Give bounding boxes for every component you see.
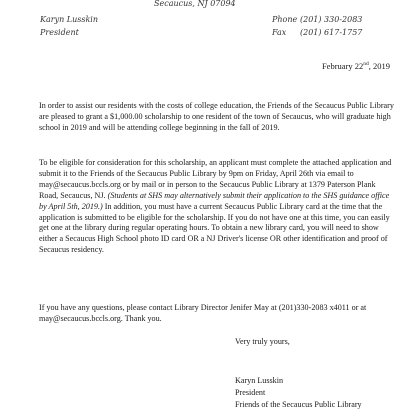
letterhead-signer-title: President [40, 28, 79, 37]
paragraph-2-text [39, 158, 394, 256]
signature-organization: Friends of the Secaucus Public Library [235, 400, 362, 409]
signature-title: President [235, 388, 266, 397]
signature-block [235, 375, 362, 411]
letterhead-fax-row [272, 26, 362, 39]
letterhead-left [40, 13, 98, 39]
fax-label: Fax [272, 28, 287, 37]
date-year: , 2019 [368, 61, 390, 71]
date-month-day: February 22 [321, 61, 364, 71]
phone-label: Phone [272, 15, 298, 24]
fax-number: (201) 617-1757 [300, 28, 363, 37]
letterhead-signer-name: Karyn Lusskin [40, 15, 99, 24]
paragraph-2-part-1: To be eligible for consideration for this scholarship, an applicant must complete the attached application and submit it to the Friends of the Secaucus Public Library by 9pm on Friday, April 26th via email to may@secaucus.bccls.org or by mail or in person to the Secaucus Public Library at 1379 Paterson Plank Road, Secaucus, NJ. [39, 158, 392, 200]
letter-closing: Very truly yours, [235, 337, 290, 346]
letter-paragraph-3 [39, 303, 394, 325]
paragraph-3-text: If you have any questions, please contact Library Director Jenifer May at (201)330-2083 x4011 or at may@secaucus.bccls.org. Thank you. [39, 303, 367, 323]
letterhead-contact [272, 13, 362, 39]
paragraph-2-italic-note: (Students at SHS may alternatively submit their application to the SHS guidance office by April 5th, 2019.) [39, 190, 390, 211]
letter-date [322, 61, 390, 71]
date-suffix: nd [363, 61, 369, 68]
paragraph-2-part-2: In addition, you must have a current Secaucus Public Library card at the time that the application is submitted to be eligible for the scholarship. If you do not have one at this time, you can easily get one at the library during regular operating hours. To obtain a new library card, you will need to show either a Secaucus High School photo ID card OR a NJ Driver's license OR other identification and proof of Secaucus residency. [39, 201, 390, 255]
paragraph-1-text: In order to assist our residents with the costs of college education, the Friends of the Secaucus Public Library are pleased to grant a $1,000.00 scholarship to one resident of the town of Secaucus, who will graduate high school in 2019 and will be attending college beginning in the fall of 2019. [39, 101, 394, 132]
letterhead-address [0, 0, 420, 10]
letterhead-phone-row [272, 13, 362, 26]
phone-number: (201) 330-2083 [300, 15, 363, 24]
letter-paragraph-1 [39, 101, 394, 134]
letterhead-address-text: Secaucus, NJ 07094 [154, 0, 236, 8]
signature-name: Karyn Lusskin [235, 376, 284, 385]
letter-paragraph-2 [39, 158, 394, 256]
